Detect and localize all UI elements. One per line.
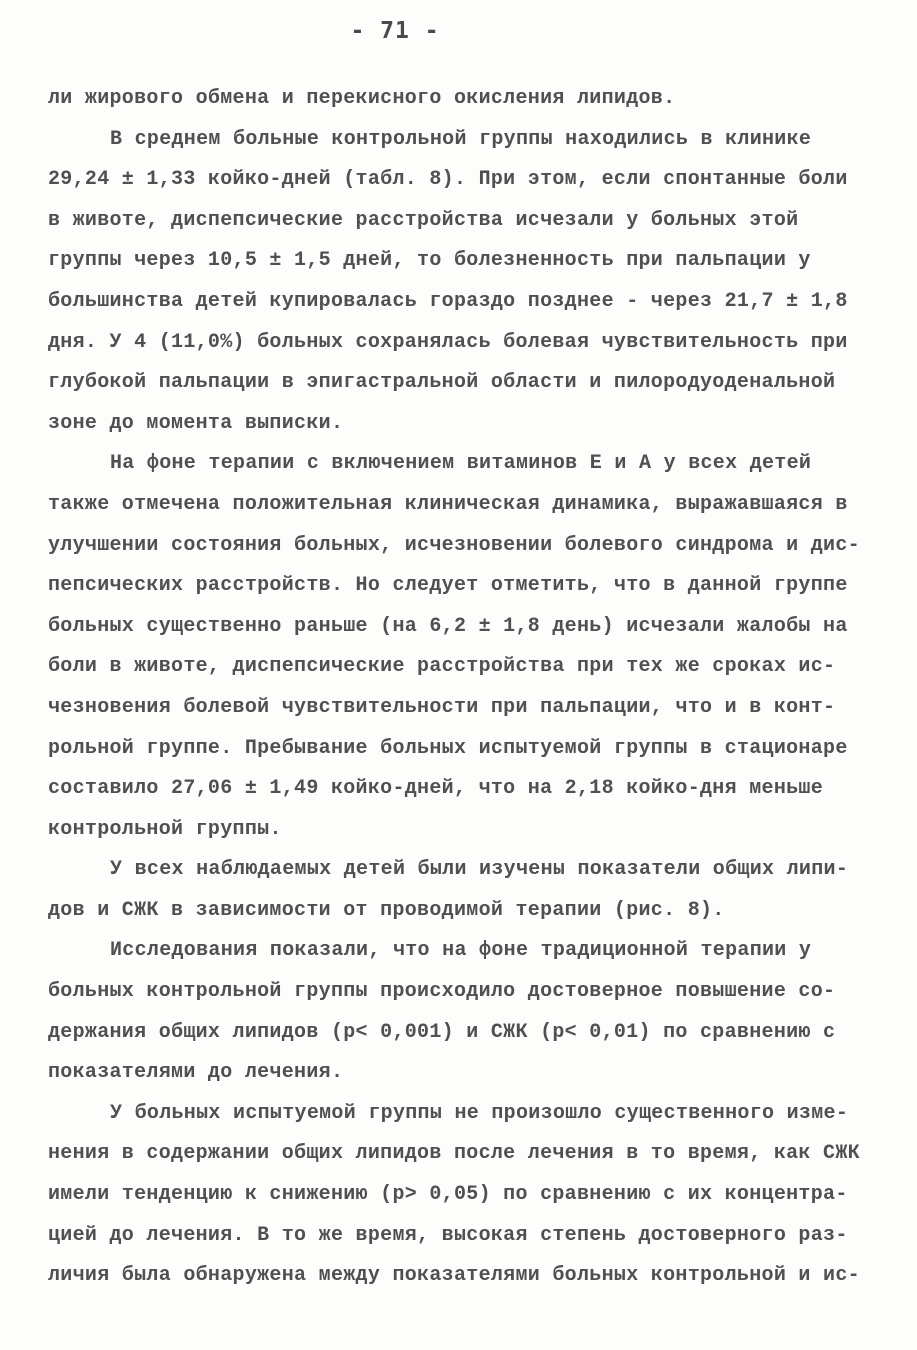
text-line: контрольной группы. [48, 817, 282, 841]
text-line: личия была обнаружена между показателями больных контрольной и ис- [48, 1264, 860, 1288]
text-line: На фоне терапии с включением витаминов Е и А у всех детей [110, 452, 812, 476]
text-line: В среднем больные контрольной группы находились в клинике [110, 127, 812, 151]
text-line: большинства детей купировалась гораздо позднее - через 21,7 ± 1,8 [48, 289, 848, 313]
text-line: дня. У 4 (11,0%) больных сохранялась болевая чувствительность при [48, 330, 848, 354]
text-line: Исследования показали, что на фоне традиционной терапии у [110, 939, 812, 963]
text-line: чезновения болевой чувствительности при пальпации, что и в конт- [48, 695, 836, 719]
paragraph [48, 120, 868, 445]
text-line: больных контрольной группы происходило достоверное повышение со- [48, 980, 836, 1004]
text-line: больных существенно раньше (на 6,2 ± 1,8 день) исчезали жалобы на [48, 614, 848, 638]
text-line: имели тенденцию к снижению (p> 0,05) по сравнению с их концентра- [48, 1183, 848, 1207]
text-line: составило 27,06 ± 1,49 койко-дней, что на 2,18 койко-дня меньше [48, 777, 824, 801]
text-line: улучшении состояния больных, исчезновении болевого синдрома и дис- [48, 533, 860, 557]
text-line: группы через 10,5 ± 1,5 дней, то болезненность при пальпации у [48, 249, 811, 273]
text-line: У больных испытуемой группы не произошло существенного изме- [110, 1101, 849, 1125]
text-line: боли в животе, диспепсические расстройства при тех же сроках ис- [48, 655, 836, 679]
text-line: в животе, диспепсические расстройства исчезали у больных этой [48, 208, 799, 232]
paragraph [48, 79, 868, 120]
text-line: У всех наблюдаемых детей были изучены показатели общих липи- [110, 858, 849, 882]
paragraph [48, 931, 868, 1093]
text-line: глубокой пальпации в эпигастральной области и пилородуоденальной [48, 371, 836, 395]
text-line: держания общих липидов (p< 0,001) и СЖК (p< 0,01) по сравнению с [48, 1020, 836, 1044]
text-line: ли жирового обмена и перекисного окисления липидов. [48, 87, 676, 110]
page-number: - 71 - [350, 18, 440, 44]
text-line: нения в содержании общих липидов после лечения в то время, как СЖК [48, 1142, 860, 1166]
text-line: также отмечена положительная клиническая динамика, выражавшаяся в [48, 492, 848, 516]
paragraph [48, 444, 868, 850]
body-text [48, 79, 868, 1297]
text-line: показателями до лечения. [48, 1061, 344, 1085]
paragraph [48, 1094, 868, 1297]
text-line: рольной группе. Пребывание больных испытуемой группы в стационаре [48, 736, 848, 760]
text-line: цией до лечения. В то же время, высокая степень достоверного раз- [48, 1223, 848, 1247]
text-line: 29,24 ± 1,33 койко-дней (табл. 8). При этом, если спонтанные боли [48, 168, 848, 192]
paragraph [48, 850, 868, 931]
text-line: зоне до момента выписки. [48, 411, 344, 435]
text-line: дов и СЖК в зависимости от проводимой терапии (рис. 8). [48, 898, 725, 922]
text-line: пепсических расстройств. Но следует отметить, что в данной группе [48, 574, 848, 598]
